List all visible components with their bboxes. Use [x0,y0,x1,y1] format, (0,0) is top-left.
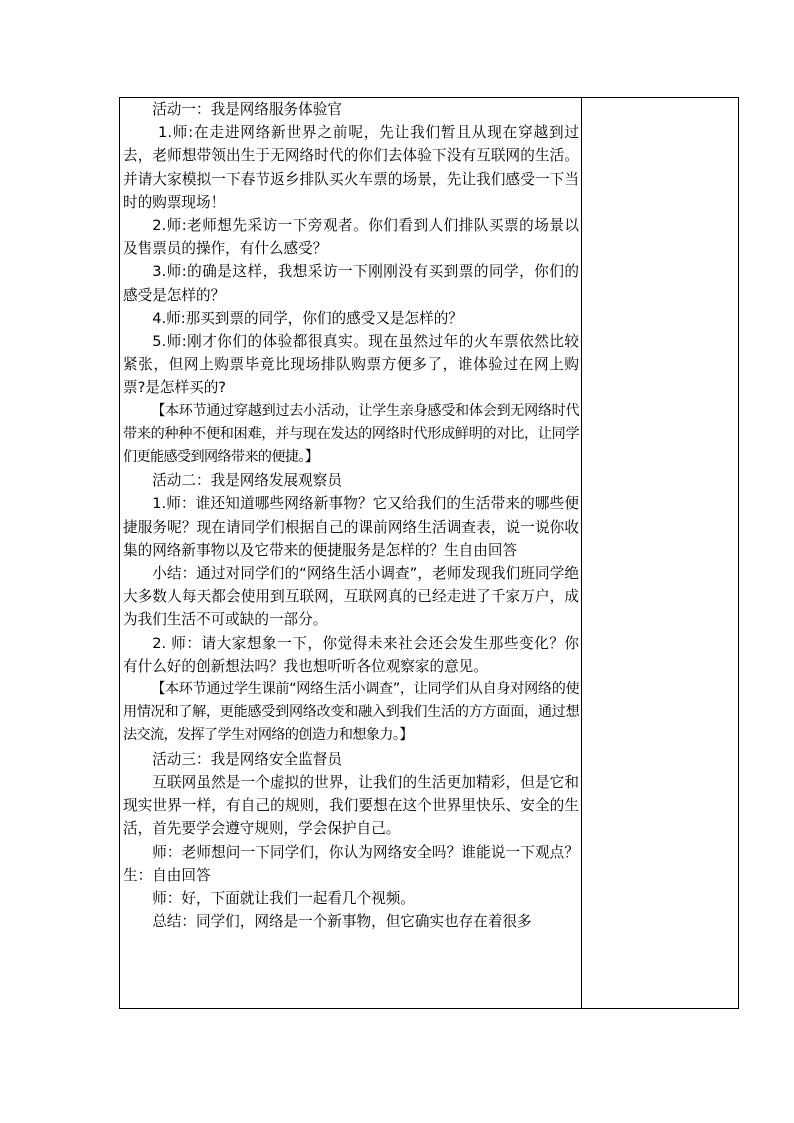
activity-three-heading: 活动三：我是网络安全监督员 [152,750,342,768]
notes-cell [582,98,738,1008]
paragraph: 总结：同学们，网络是一个新事物，但它确实也存在着很多 [152,913,532,931]
paragraph: 互联网虽然是一个虚拟的世界，让我们的生活更加精彩，但是它和现实世界一样，有自己的规则，我们要想在这个世界里快乐、安全的生活，首先要学会遵守规则，学会保护自己。 [123,773,579,838]
design-note: 【本环节通过学生课前“网络生活小调查”，让同学们从自身对网络的使用情况和了解，更能感受到网络改变和融入到我们生活的方方面面，通过想法交流，发挥了学生对网络的创造力和想象力。】 [123,681,579,744]
paragraph: 3.师:的确是这样，我想采访一下刚刚没有买到票的同学，你们的感受是怎样的？ [123,263,579,304]
paragraph: 4.师:那买到票的同学，你们的感受又是怎样的？ [152,309,463,327]
paragraph: 2.师:老师想先采访一下旁观者。你们看到人们排队买票的场景以及售票员的操作，有什么感受？ [123,217,579,258]
activity-two-heading: 活动二：我是网络发展观察员 [152,472,342,490]
lesson-content-cell [123,98,579,1008]
paragraph: 2. 师：请大家想象一下，你觉得未来社会还会发生那些变化？你有什么好的创新想法吗？我也想听听各位观察家的意见。 [123,634,579,675]
paragraph: 师：老师想问一下同学们，你认为网络安全吗？谁能说一下观点？生：自由回答 [123,843,579,884]
paragraph: 小结：通过对同学们的“网络生活小调查”，老师发现我们班同学绝大多数人每天都会使用到互联网，互联网真的已经走进了千家万户，成为我们生活不可或缺的一部分。 [123,565,579,629]
activity-one-heading: 活动一：我是网络服务体验官 [152,101,342,118]
paragraph: 1.师:在走进网络新世界之前呢，先让我们暂且从现在穿越到过去，老师想带领出生于无网络时代的你们去体验下没有互联网的生活。并请大家模拟一下春节返乡排队买火车票的场景，先让我们感受一下当时的购票现场！ [123,124,579,211]
paragraph: 5.师:刚才你们的体验都很真实。现在虽然过年的火车票依然比较紧张，但网上购票毕竟比现场排队购票方便多了，谁体验过在网上购票?是怎样买的? [123,333,579,397]
design-note: 【本环节通过穿越到过去小活动，让学生亲身感受和体会到无网络时代带来的种种不便和困难，并与现在发达的网络时代形成鲜明的对比，让同学们更能感受到网络带来的便捷。】 [123,402,579,466]
paragraph: 师：好，下面就让我们一起看几个视频。 [152,889,415,907]
lesson-table [119,97,739,1009]
paragraph: 1.师：谁还知道哪些网络新事物？它又给我们的生活带来的哪些便捷服务呢？现在请同学们根据自己的课前网络生活调查表，说一说你收集的网络新事物以及它带来的便捷服务是怎样的？生自由回答 [123,495,579,559]
